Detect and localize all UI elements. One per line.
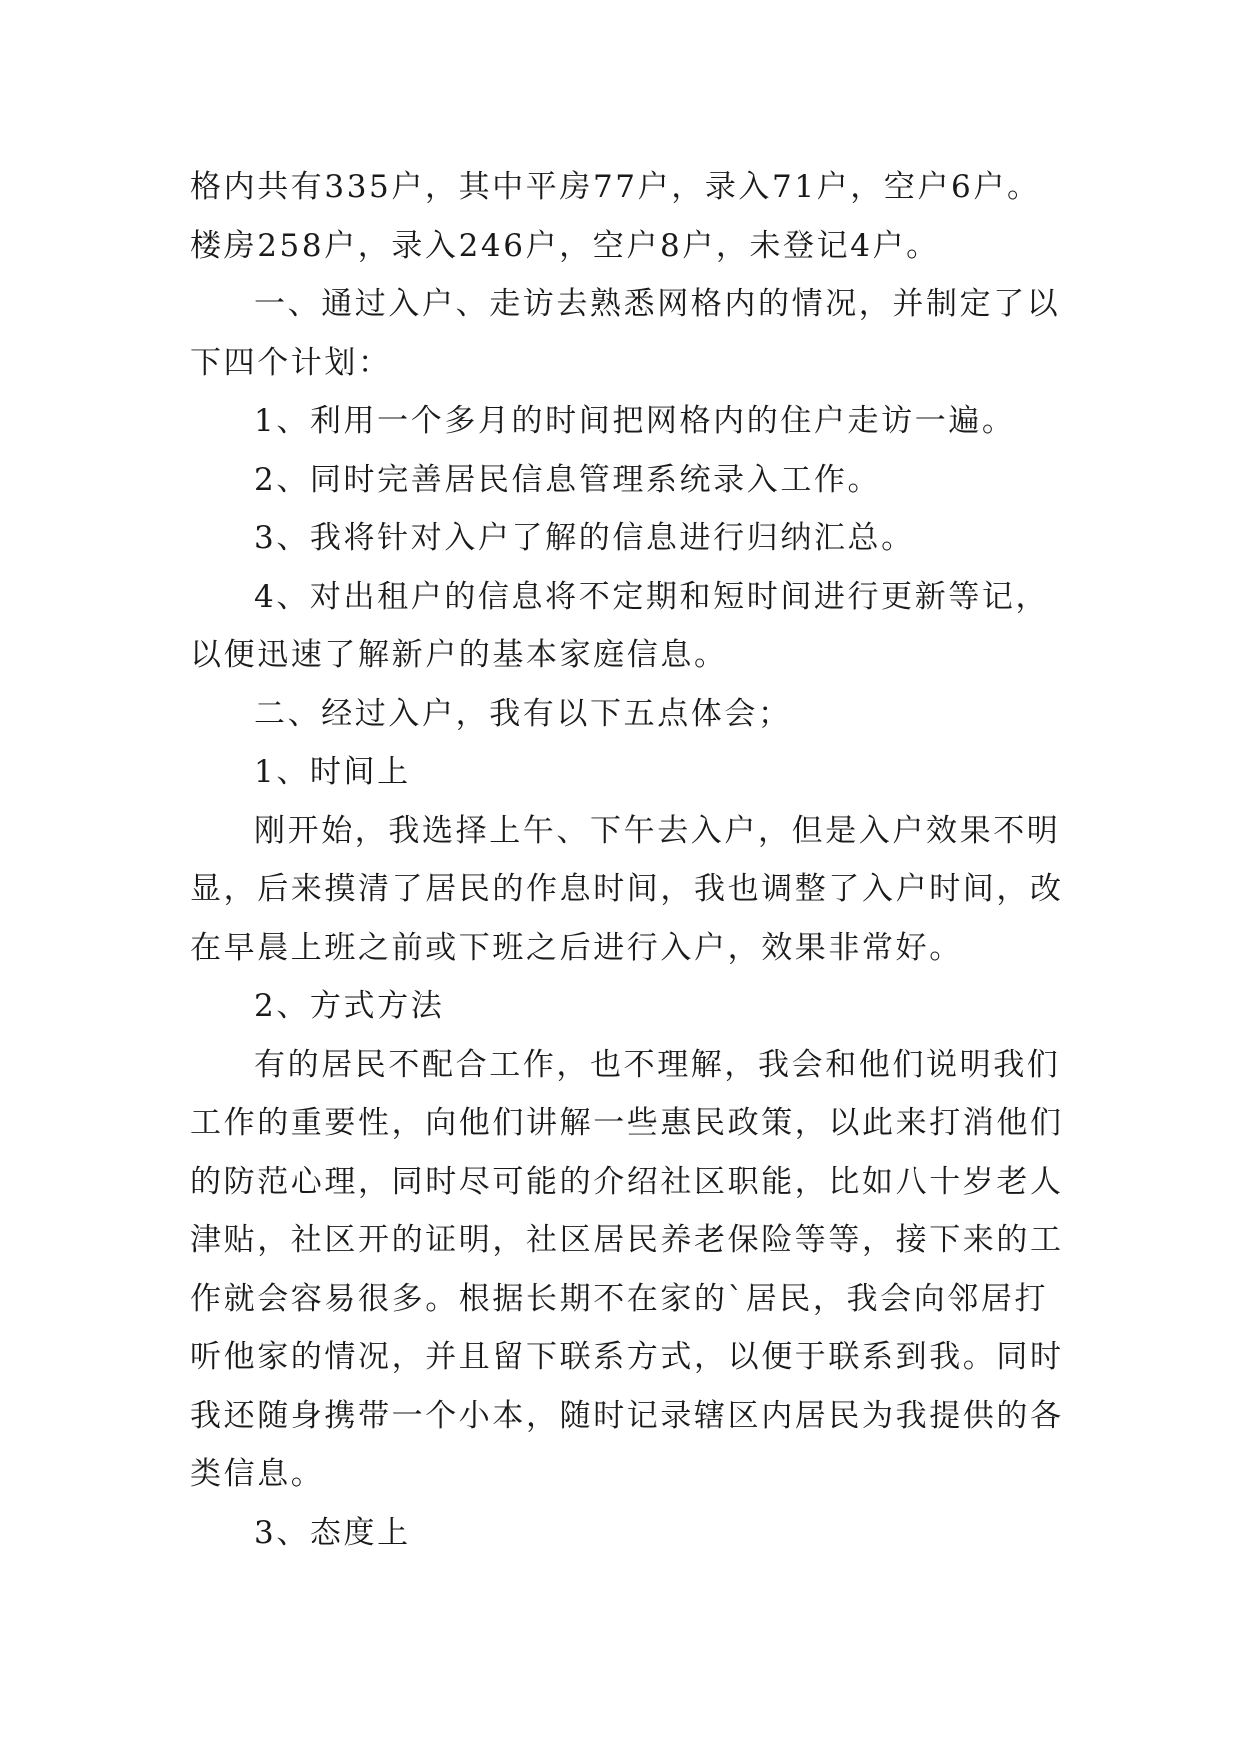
paragraph-household-stats: 格内共有335户，其中平房77户，录入71户，空户6户。楼房258户，录入246户，空户8户，未登记4户。	[190, 169, 1041, 264]
paragraph-point-1-body: 刚开始，我选择上午、下午去入户，但是入户效果不明显，后来摸清了居民的作息时间，我也调整了入户时间，改在早晨上班之前或下班之后进行入户，效果非常好。	[190, 812, 1064, 966]
paragraph-plan-4: 4、对出租户的信息将不定期和短时间进行更新等记，以便迅速了解新户的基本家庭信息。	[190, 578, 1050, 673]
paragraph-point-2-body: 有的居民不配合工作，也不理解，我会和他们说明我们工作的重要性，向他们讲解一些惠民政策，以此来打消他们的防范心理，同时尽可能的介绍社区职能，比如八十岁老人津贴，社区开的证明，社区居民养老保险等等，接下来的工作就会容易很多。根据长期不在家的`居民，我会向邻居打听他家的情况，并且留下联系方式，以便于联系到我。同时我还随身携带一个小本，随时记录辖区内居民为我提供的各类信息。	[190, 1046, 1064, 1492]
paragraph-point-3-title: 3、态度上	[254, 1514, 411, 1551]
paragraph-plan-1: 1、利用一个多月的时间把网格内的住户走访一遍。	[254, 403, 1016, 439]
paragraph-plan-2: 2、同时完善居民信息管理系统录入工作。	[254, 461, 882, 498]
paragraph-point-2-title: 2、方式方法	[254, 988, 445, 1024]
paragraph-plan-3: 3、我将针对入户了解的信息进行归纳汇总。	[254, 520, 915, 556]
paragraph-section-one-heading: 一、通过入户、走访去熟悉网格内的情况，并制定了以下四个计划：	[190, 286, 1061, 381]
paragraph-point-1-title: 1、时间上	[254, 754, 411, 790]
paragraph-section-two-heading: 二、经过入户，我有以下五点体会；	[254, 695, 792, 732]
document-body	[190, 158, 1070, 1562]
